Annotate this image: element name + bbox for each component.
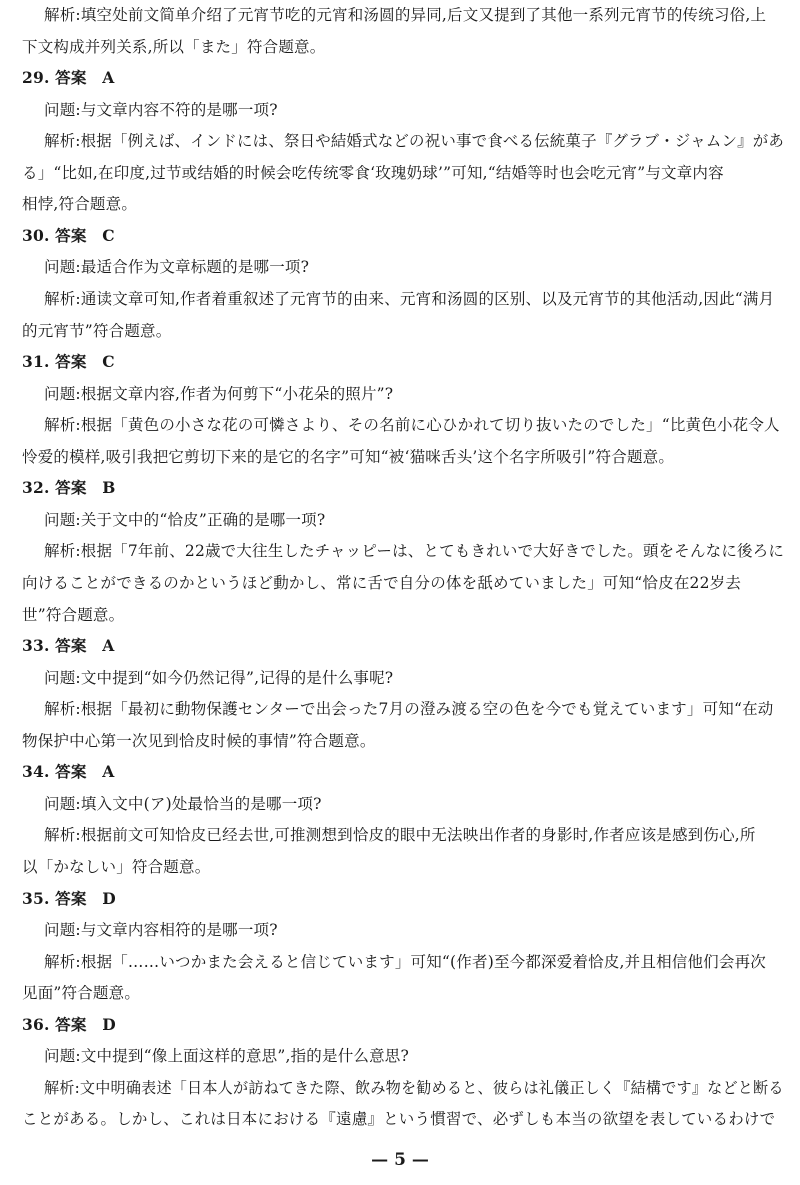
analysis-line: 解析:根据「最初に動物保護センターで出会った7月の澄み渡る空の色を今でも覚えています」可知“在动 <box>44 700 774 718</box>
analysis-line: 以「かなしい」符合题意。 <box>22 858 211 876</box>
analysis-line: 怜爱的模样,吸引我把它剪切下来的是它的名字”可知“被‘猫咪舌头’这个名字所吸引”符合题意。 <box>22 448 675 466</box>
answer-heading: 35. 答案 D <box>22 889 116 908</box>
analysis-line: 下文构成并列关系,所以「また」符合题意。 <box>22 38 326 56</box>
analysis-line: 解析:文中明确表述「日本人が訪ねてきた際、飲み物を勧めると、彼らは礼儀正しく『結構です』などと断る <box>44 1079 784 1097</box>
analysis-line: る」“比如,在印度,过节或结婚的时候会吃传统零食‘玫瑰奶球’”可知,“结婚等时也会吃元宵”与文章内容 <box>22 164 724 182</box>
question-line: 问题:与文章内容相符的是哪一项? <box>44 921 278 939</box>
question-line: 问题:根据文章内容,作者为何剪下“小花朵的照片”? <box>44 385 394 403</box>
analysis-line: 物保护中心第一次见到恰皮时候的事情”符合题意。 <box>22 732 376 750</box>
analysis-line: 世”符合题意。 <box>22 606 125 624</box>
page-number: — 5 — <box>371 1150 429 1170</box>
analysis-line: 解析:通读文章可知,作者着重叙述了元宵节的由来、元宵和汤圆的区别、以及元宵节的其他活动,因此“满月 <box>44 290 775 308</box>
question-line: 问题:文中提到“像上面这样的意思”,指的是什么意思? <box>44 1047 410 1065</box>
question-line: 问题:关于文中的“恰皮”正确的是哪一项? <box>44 511 326 529</box>
analysis-line: 解析:根据「7年前、22歳で大往生したチャッピーは、とてもきれいで大好きでした。頭をそんなに後ろに <box>44 542 785 560</box>
answer-heading: 33. 答案 A <box>22 636 115 655</box>
answer-heading: 30. 答案 C <box>22 226 115 245</box>
question-line: 问题:最适合作为文章标题的是哪一项? <box>44 258 310 276</box>
analysis-line: 相悖,符合题意。 <box>22 195 138 213</box>
analysis-line: 解析:根据前文可知恰皮已经去世,可推测想到恰皮的眼中无法映出作者的身影时,作者应该是感到伤心,所 <box>44 826 756 844</box>
answer-heading: 34. 答案 A <box>22 762 115 781</box>
question-line: 问题:与文章内容不符的是哪一项? <box>44 101 278 119</box>
analysis-line: 见面”符合题意。 <box>22 984 141 1002</box>
answer-heading: 31. 答案 C <box>22 352 115 371</box>
analysis-line: 解析:填空处前文简单介绍了元宵节吃的元宵和汤圆的异同,后文又提到了其他一系列元宵节的传统习俗,上 <box>44 6 767 24</box>
answer-heading: 36. 答案 D <box>22 1015 116 1034</box>
analysis-line: 向けることができるのかというほど動かし、常に舌で自分の体を舐めていました」可知“恰皮在22岁去 <box>22 574 742 592</box>
question-line: 问题:填入文中(ア)处最恰当的是哪一项? <box>44 795 322 813</box>
analysis-line: 解析:根据「例えば、インドには、祭日や結婚式などの祝い事で食べる伝統菓子『グラブ・ジャムン』があ <box>44 132 785 150</box>
question-line: 问题:文中提到“如今仍然记得”,记得的是什么事呢? <box>44 669 394 687</box>
analysis-line: ことがある。しかし、これは日本における『遠慮』という慣習で、必ずしも本当の欲望を表しているわけで <box>22 1110 776 1128</box>
analysis-line: 的元宵节”符合题意。 <box>22 322 172 340</box>
analysis-line: 解析:根据「……いつかまた会えると信じています」可知“(作者)至今都深爱着恰皮,并且相信他们会再次 <box>44 953 766 971</box>
analysis-line: 解析:根据「黄色の小さな花の可憐さより、その名前に心ひかれて切り抜いたのでした」“比黄色小花令人 <box>44 416 780 434</box>
answer-heading: 32. 答案 B <box>22 478 116 497</box>
answer-heading: 29. 答案 A <box>22 68 115 87</box>
